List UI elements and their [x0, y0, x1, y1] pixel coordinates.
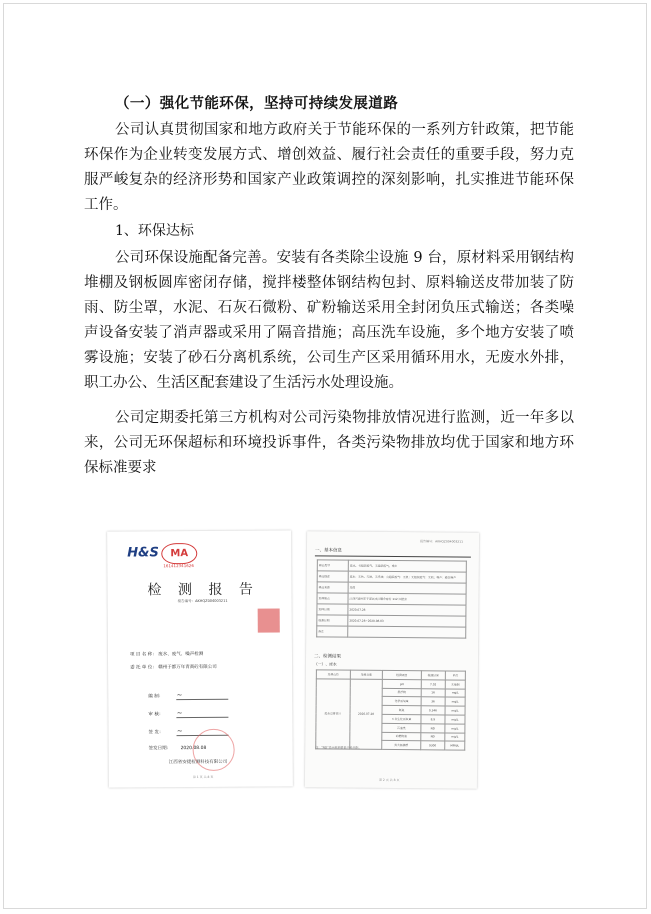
basic-info-value: 采样	[348, 582, 466, 594]
results-report-number: 报告编号：AKHQZ004003211	[420, 539, 464, 544]
basic-info-value: 2020.07.28~2020.08.03	[348, 615, 466, 627]
results-item: 石油类	[382, 723, 421, 732]
results-value: 7.02	[421, 680, 445, 689]
basic-info-row	[317, 626, 466, 638]
section-rule	[315, 555, 471, 557]
sampling-point: 废水总排放口	[316, 679, 350, 750]
basic-info-value: 2020.07.28	[348, 604, 466, 616]
results-item: pH	[382, 679, 421, 688]
issued-label: 签 发：	[148, 730, 164, 736]
paragraph-monitoring: 公司定期委托第三方机构对公司污染物排放情况进行监测，近一年多以来，公司无环保超标和环境投诉事件，各类污染物排放均优于国家和地方环保标准要求	[84, 410, 574, 476]
basic-info-label: 检测日期	[317, 615, 348, 626]
results-header-cell: 采样点位	[316, 670, 350, 679]
results-value: 16	[421, 688, 445, 697]
basic-info-value: 江西省赣州市于都县贡江镇余家村 112 国道旁	[348, 593, 466, 605]
results-value: 0.346	[421, 706, 445, 715]
results-note: 注："ND"表示检测值低于检出限。	[315, 745, 362, 750]
results-item: 五日生化需氧量	[382, 714, 421, 723]
results-value: 8.9	[421, 715, 445, 724]
sampling-date: 2020.07.28	[350, 679, 383, 750]
prepared-row	[148, 691, 228, 701]
report-cover-image	[107, 530, 293, 787]
results-item: 悬浮物	[382, 688, 421, 697]
basic-info-label: 采样地点	[317, 593, 348, 604]
ma-number: 161412341626	[163, 563, 194, 569]
reviewed-row	[148, 709, 228, 719]
results-value: 36	[421, 697, 445, 706]
prepared-label: 编 制：	[148, 694, 164, 700]
basic-info-value: 废水：无色、无味、无浮油；有组织废气：无机；无组织废气：无机；噪声：稳态噪声	[348, 571, 466, 583]
paragraph-intro: 公司认真贯彻国家和地方政府关于节能环保的一系列方针政策，把节能环保作为企业转变发展方式、增创效益、履行社会责任的重要手段，努力克服严峻复杂的经济形势和国家产业政策调控的深刻影响，扎实推进节能环保工作。	[84, 122, 574, 213]
results-header-cell: 检测结果	[421, 671, 445, 680]
results-header-cell: 单位	[445, 671, 465, 680]
basic-info-label: 样品描述	[317, 571, 348, 582]
hs-logo: H&S	[127, 545, 159, 561]
paragraph-facilities: 公司环保设施配备完善。安装有各类除尘设施 9 台，原材料采用钢结构堆棚及钢板圆库密闭存储，搅拌楼整体钢结构包封、原料输送皮带加装了防雨、防尘罩，水泥、石灰石微粉、矿粉输送采用全封闭负压式输送；各类噪声设备安装了消声器或采用了隔音措施；高压洗车设施，多个地方安装了喷雾设施；安装了砂石分离机系统，公司生产区采用循环用水，无废水外排，职工办公、生活区配套建设了生活污水处理设施。	[84, 250, 574, 391]
results-unit: mg/L	[445, 706, 465, 715]
date-label: 签发日期：	[148, 746, 172, 752]
results-header-cell: 采样日期	[350, 670, 383, 679]
results-item: 化学需氧量	[382, 697, 421, 706]
report-number: 报告编号：AKHQZ004003211	[177, 598, 228, 604]
results-title: 二、检测结果	[314, 654, 342, 660]
client-value: 赣州于都万年青商砼有限公司	[158, 664, 217, 671]
basic-info-value	[348, 626, 466, 638]
basic-info-value: 废水、有组织废气、无组织废气、噪声	[348, 560, 466, 572]
results-value: ND	[421, 732, 445, 741]
results-item: 动植物油	[382, 732, 421, 741]
cover-page-footer: 第 1 页 共 8 页	[192, 774, 214, 780]
results-page-image	[305, 531, 479, 788]
issued-signature: ~	[177, 727, 229, 736]
basic-info-title: 一、基本信息	[314, 548, 342, 554]
results-value: 9300	[420, 741, 444, 750]
date-value: 2020.08.08	[180, 745, 207, 752]
section-heading: （一）强化节能环保，坚持可持续发展道路	[115, 96, 399, 112]
subheading-compliance: 1、环保达标	[115, 223, 194, 239]
reviewed-label: 审 核：	[148, 712, 164, 718]
ma-certification-mark: MA	[161, 543, 197, 564]
red-seal-stamp	[258, 608, 280, 632]
results-unit: mg/L	[445, 715, 465, 724]
results-unit: 无量纲	[445, 680, 465, 689]
project-row	[130, 651, 203, 658]
results-unit: mg/L	[445, 689, 465, 698]
project-label: 项 目 名 称：	[129, 652, 157, 658]
reviewed-signature: ~	[177, 709, 229, 718]
prepared-signature: ~	[177, 691, 229, 700]
client-label: 委 托 单 位：	[130, 665, 157, 671]
results-item: 氨氮	[382, 706, 421, 715]
report-title: 检 测 报 告	[147, 581, 259, 599]
results-item: 粪大肠菌群	[382, 741, 421, 750]
results-unit: mg/L	[445, 697, 465, 706]
results-unit: mg/L	[445, 724, 465, 733]
basic-info-label: 备注	[317, 626, 348, 637]
basic-info-label: 采样日期	[317, 604, 348, 615]
lab-name: 江西省安捷检测科技有限公司	[168, 759, 228, 766]
project-value: 废水、废气、噪声检测	[158, 651, 204, 658]
results-header-cell: 检测项目	[383, 670, 422, 679]
basic-info-label: 样品类型	[317, 560, 348, 571]
results-value: ND	[421, 724, 445, 733]
client-row	[130, 664, 217, 671]
results-table	[315, 669, 466, 750]
results-unit: MPN/L	[445, 741, 465, 750]
results-page-footer: 第 2 页 共 8 页	[378, 777, 400, 783]
basic-info-table	[316, 559, 467, 638]
results-unit: mg/L	[445, 733, 465, 742]
wastewater-title: （一）、废水	[313, 661, 337, 667]
basic-info-label: 样品来源	[317, 582, 348, 593]
